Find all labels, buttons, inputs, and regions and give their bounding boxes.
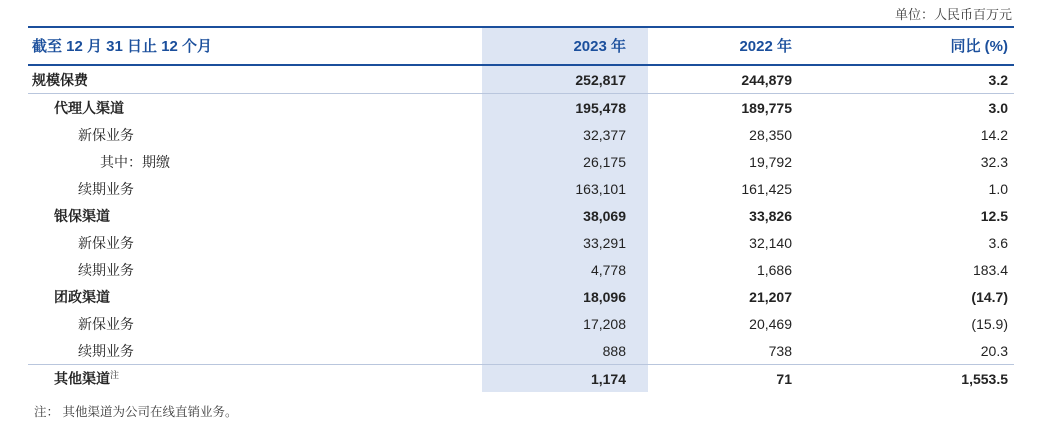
cell-2023: 4,778 [482,256,648,283]
unit-note: 单位：人民币百万元 [894,7,1012,22]
row-label: 新保业务 [78,234,134,251]
cell-2022: 21,207 [749,288,792,305]
table-row [28,148,1014,175]
cell-yoy: 1.0 [988,180,1008,197]
cell-yoy: (14.7) [971,288,1008,305]
table-row [28,94,1014,122]
row-label: 团政渠道 [54,288,110,305]
cell-2023: 252,817 [482,65,648,94]
footnote-marker: 注 [110,370,120,381]
table-header [28,27,1014,65]
row-label: 规模保费 [28,65,482,94]
cell-2022: 20,469 [749,315,792,332]
cell-2022: 738 [768,342,792,359]
cell-2023: 38,069 [482,202,648,229]
header-row [28,27,1014,65]
row-label: 新保业务 [78,315,134,332]
cell-2022: 189,775 [741,99,792,116]
table-row [28,365,1014,393]
table-row [28,65,1014,94]
column-header-2023: 2023 年 [482,27,648,65]
table-row [28,229,1014,256]
cell-2022: 71 [648,365,814,393]
cell-2022: 19,792 [749,153,792,170]
column-header-2022: 2022 年 [648,27,814,65]
row-label: 银保渠道 [54,207,110,224]
table-footnote: 注： 其他渠道为公司在线直销业务。 [34,405,238,419]
row-label: 代理人渠道 [54,99,124,116]
cell-2023: 32,377 [482,121,648,148]
cell-yoy: 183.4 [972,261,1008,278]
cell-2023: 33,291 [482,229,648,256]
cell-2022: 32,140 [749,234,792,251]
premium-breakdown-table [28,26,1014,392]
cell-yoy: 3.6 [988,234,1008,251]
cell-2022: 33,826 [749,207,792,224]
table-row [28,121,1014,148]
cell-yoy: 14.2 [980,126,1008,143]
cell-yoy: (15.9) [971,315,1008,332]
cell-2023: 1,174 [482,365,648,393]
cell-2023: 888 [482,337,648,365]
cell-2023: 17,208 [482,310,648,337]
table-row [28,202,1014,229]
table-row [28,175,1014,202]
table-row [28,256,1014,283]
table-row [28,310,1014,337]
cell-2023: 163,101 [482,175,648,202]
row-label: 其中：期缴 [100,153,170,170]
table-body [28,65,1014,392]
cell-2022: 161,425 [741,180,792,197]
cell-2022: 244,879 [648,65,814,94]
cell-yoy: 32.3 [980,153,1008,170]
table-row [28,337,1014,365]
cell-2023: 18,096 [482,283,648,310]
row-label: 续期业务 [78,342,134,359]
row-label: 新保业务 [78,126,134,143]
column-header-period: 截至 12 月 31 日止 12 个月 [28,27,482,65]
cell-yoy: 12.5 [980,207,1008,224]
cell-yoy: 20.3 [980,342,1008,359]
cell-2023: 26,175 [482,148,648,175]
row-label: 续期业务 [78,261,134,278]
cell-yoy: 1,553.5 [814,365,1014,393]
cell-yoy: 3.2 [814,65,1014,94]
column-header-yoy: 同比 (%) [814,27,1014,65]
cell-2023: 195,478 [482,94,648,122]
row-label: 其他渠道$^注$ [28,365,482,393]
cell-2022: 1,686 [756,261,792,278]
cell-2022: 28,350 [749,126,792,143]
cell-yoy: 3.0 [988,99,1008,116]
table-row [28,283,1014,310]
row-label: 续期业务 [78,180,134,197]
